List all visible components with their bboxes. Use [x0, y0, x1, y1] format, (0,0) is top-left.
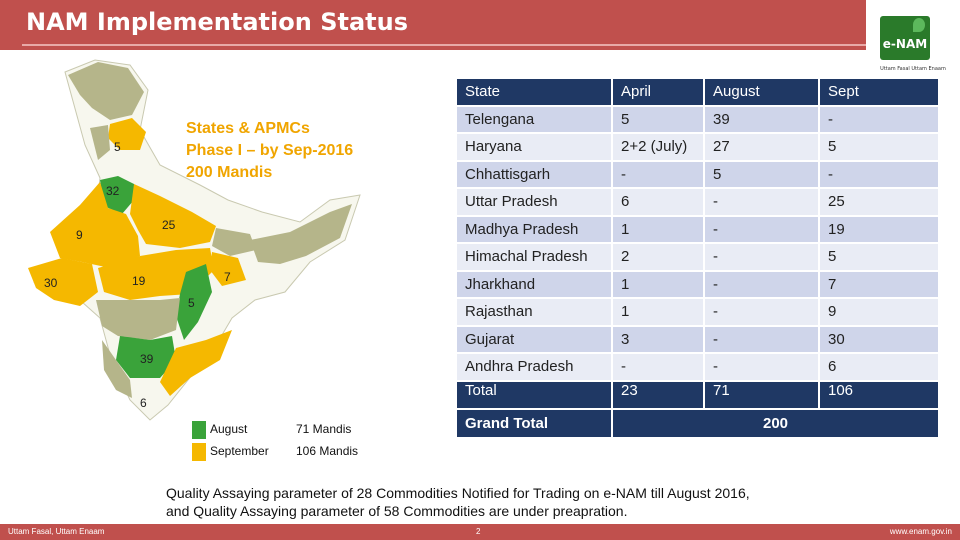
- quality-note: [166, 484, 750, 520]
- map-label-chhattisgarh: 5: [188, 296, 195, 310]
- cell-state: Madhya Pradesh: [457, 217, 611, 243]
- cell-sept: 5: [820, 134, 938, 160]
- cell-april: -: [613, 354, 703, 380]
- table-row: [457, 107, 938, 133]
- map-label-punjab: 9: [76, 228, 83, 242]
- cell-state: Haryana: [457, 134, 611, 160]
- cell-state: Telengana: [457, 107, 611, 133]
- phase-line-1: States & APMCs: [186, 120, 310, 137]
- cell-august: -: [705, 299, 818, 325]
- india-map: [0, 0, 460, 430]
- header-april: April: [613, 79, 703, 105]
- cell-august: 27: [705, 134, 818, 160]
- status-table: [455, 77, 940, 439]
- map-label-uttar-pradesh: 25: [162, 218, 176, 232]
- table-row: [457, 189, 938, 215]
- cell-state: Andhra Pradesh: [457, 354, 611, 380]
- grand-total-label: Grand Total: [457, 410, 611, 437]
- cell-state: Uttar Pradesh: [457, 189, 611, 215]
- table-row: [457, 327, 938, 353]
- cell-sept: 25: [820, 189, 938, 215]
- header-state: State: [457, 79, 611, 105]
- logo-text: e-NAM: [882, 37, 928, 51]
- cell-sept: -: [820, 107, 938, 133]
- cell-april: 1: [613, 217, 703, 243]
- logo-tile: [880, 16, 930, 60]
- legend-label-september: September: [210, 444, 269, 458]
- cell-state: Gujarat: [457, 327, 611, 353]
- map-label-haryana: 32: [106, 184, 120, 198]
- legend-value-august: 71 Mandis: [296, 422, 352, 436]
- logo-tagline: Uttam Fasal Uttam Enaam: [880, 66, 946, 72]
- cell-april: 1: [613, 299, 703, 325]
- cell-august: -: [705, 327, 818, 353]
- cell-august: -: [705, 189, 818, 215]
- phase-caption: [186, 118, 353, 184]
- cell-sept: 9: [820, 299, 938, 325]
- table-row: [457, 217, 938, 243]
- map-label-gujarat: 30: [44, 276, 58, 290]
- note-line-1: Quality Assaying parameter of 28 Commodities Notified for Trading on e-NAM till August 2016,: [166, 485, 750, 501]
- cell-april: 1: [613, 272, 703, 298]
- table-row: [457, 162, 938, 188]
- grand-total-row: [457, 410, 938, 437]
- legend-swatch-august: [192, 421, 206, 439]
- grand-total-value: 200: [613, 410, 938, 437]
- enam-logo: [866, 0, 960, 78]
- phase-line-3: 200 Mandis: [186, 164, 273, 181]
- page-title: NAM Implementation Status: [26, 8, 408, 36]
- map-label-himachal: 5: [114, 140, 121, 154]
- cell-sept: 30: [820, 327, 938, 353]
- cell-state: Himachal Pradesh: [457, 244, 611, 270]
- header-august: August: [705, 79, 818, 105]
- cell-sept: -: [820, 162, 938, 188]
- cell-state: Jharkhand: [457, 272, 611, 298]
- total-april: 23: [613, 382, 703, 408]
- legend-swatch-september: [192, 443, 206, 461]
- cell-april: -: [613, 162, 703, 188]
- cell-august: -: [705, 217, 818, 243]
- table-row: [457, 134, 938, 160]
- table-row: [457, 244, 938, 270]
- legend-value-september: 106 Mandis: [296, 444, 359, 458]
- map-label-madhya-pradesh: 19: [132, 274, 146, 288]
- cell-august: -: [705, 354, 818, 380]
- cell-april: 5: [613, 107, 703, 133]
- cell-august: -: [705, 272, 818, 298]
- cell-april: 3: [613, 327, 703, 353]
- cell-april: 2: [613, 244, 703, 270]
- cell-sept: 7: [820, 272, 938, 298]
- header-sept: Sept: [820, 79, 938, 105]
- leaf-icon: [913, 18, 925, 32]
- cell-august: -: [705, 244, 818, 270]
- cell-sept: 19: [820, 217, 938, 243]
- footer-url[interactable]: www.enam.gov.in: [889, 527, 952, 536]
- cell-state: Chhattisgarh: [457, 162, 611, 188]
- cell-august: 5: [705, 162, 818, 188]
- footer-bar: [0, 524, 960, 540]
- total-label: Total: [457, 382, 611, 408]
- cell-august: 39: [705, 107, 818, 133]
- cell-sept: 6: [820, 354, 938, 380]
- note-line-2: and Quality Assaying parameter of 58 Commodities are under preapration.: [166, 503, 628, 519]
- total-august: 71: [705, 382, 818, 408]
- map-label-telangana: 39: [140, 352, 154, 366]
- map-label-jharkhand: 7: [224, 270, 231, 284]
- phase-line-2: Phase I – by Sep-2016: [186, 142, 354, 159]
- map-label-andhra-pradesh: 6: [140, 396, 147, 410]
- table-row: [457, 354, 938, 380]
- cell-sept: 5: [820, 244, 938, 270]
- cell-april: 2+2 (July): [613, 134, 703, 160]
- cell-state: Rajasthan: [457, 299, 611, 325]
- page-number: 2: [476, 527, 481, 536]
- table-header-row: [457, 79, 938, 105]
- total-sept: 106: [820, 382, 938, 408]
- cell-april: 6: [613, 189, 703, 215]
- legend-label-august: August: [210, 422, 248, 436]
- table-row: [457, 299, 938, 325]
- total-row: [457, 382, 938, 408]
- region-gujarat: [28, 258, 98, 306]
- table-row: [457, 272, 938, 298]
- footer-tagline: Uttam Fasal, Uttam Enaam: [8, 527, 105, 536]
